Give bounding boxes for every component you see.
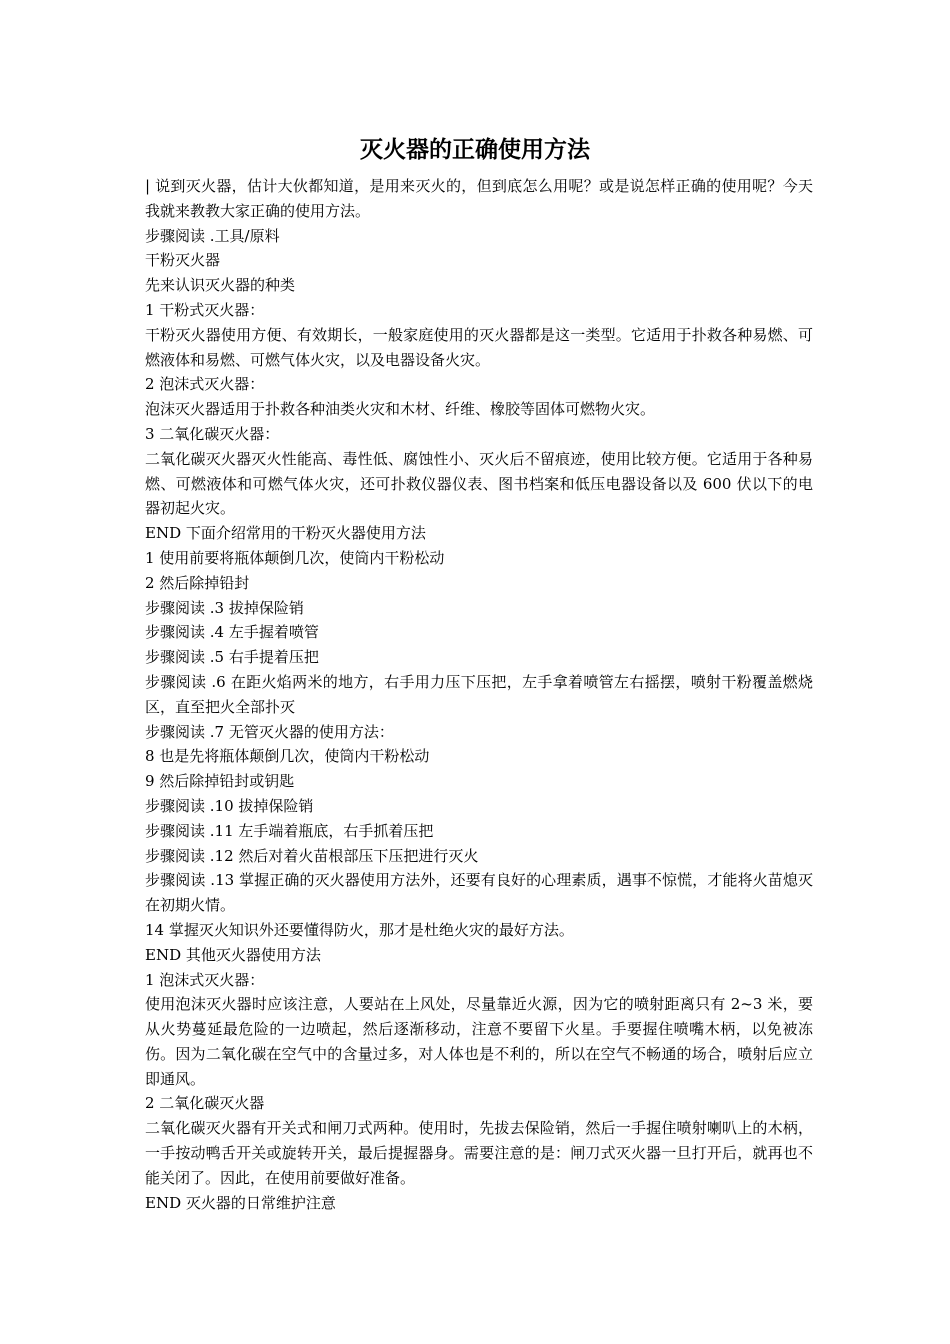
paragraph: 2 泡沫式灭火器： [145,375,265,394]
paragraph: 二氧化碳灭火器灭火性能高、毒性低、腐蚀性小、灭火后不留痕迹，使用比较方便。它适用于各种易燃、可燃液体和可燃气体火灾，还可扑救仪器仪表、图书档案和低压电器设备以及 600 伏以下的电器初起火灾。 [145,449,813,518]
paragraph: 1 使用前要将瓶体颠倒几次，使筒内干粉松动 [145,548,445,567]
paragraph: 二氧化碳灭火器有开关式和闸刀式两种。使用时，先拔去保险销，然后一手握住喷射喇叭上的木柄，一手按动鸭舌开关或旋转开关，最后提握器身。需要注意的是：闸刀式灭火器一旦打开后，就再也不能关闭了。因此，在使用前要做好准备。 [145,1119,813,1187]
paragraph: 步骤阅读 .7 无管灭火器的使用方法： [145,722,394,741]
paragraph: 先来认识灭火器的种类 [145,276,296,295]
paragraph: 2 然后除掉铅封 [145,573,250,592]
document-body [145,174,813,1215]
paragraph: 3 二氧化碳灭火器： [145,424,280,443]
section-heading: END 灭火器的日常维护注意 [145,1193,336,1212]
paragraph: 步骤阅读 .12 然后对着火苗根部压下压把进行灭火 [145,846,479,865]
paragraph: 1 干粉式灭火器： [145,300,265,319]
paragraph: 干粉灭火器 [145,251,221,270]
paragraph: 步骤阅读 .6 在距火焰两米的地方，右手用力压下压把，左手拿着喷管左右摇摆，喷射干粉覆盖燃烧区，直至把火全部扑灭 [145,672,813,716]
paragraph: 2 二氧化碳灭火器 [145,1094,265,1113]
paragraph: 步骤阅读 .10 拔掉保险销 [145,796,314,815]
paragraph: 步骤阅读 .13 掌握正确的灭火器使用方法外，还要有良好的心理素质，遇事不惊慌，才能将火苗熄灭在初期火情。 [145,871,813,915]
paragraph: 步骤阅读 .工具/原料 [145,226,280,245]
paragraph: 泡沫灭火器适用于扑救各种油类火灾和木材、纤维、橡胶等固体可燃物火灾。 [145,400,656,419]
document-title: 灭火器的正确使用方法 [360,137,590,163]
paragraph: 14 掌握灭火知识外还要懂得防火，那才是杜绝火灾的最好方法。 [145,920,574,939]
paragraph-intro: | 说到灭火器，估计大伙都知道，是用来灭火的，但到底怎么用呢？或是说怎样正确的使用呢？今天我就来教教大家正确的使用方法。 [145,177,813,220]
paragraph: 1 泡沫式灭火器： [145,970,265,989]
paragraph: 步骤阅读 .11 左手端着瓶底，右手抓着压把 [145,821,434,840]
paragraph: 8 也是先将瓶体颠倒几次，使筒内干粉松动 [145,747,430,766]
paragraph: 步骤阅读 .5 右手提着压把 [145,648,319,667]
paragraph: 步骤阅读 .3 拔掉保险销 [145,598,304,617]
paragraph: 9 然后除掉铅封或钥匙 [145,772,295,791]
section-heading: END 下面介绍常用的干粉灭火器使用方法 [145,524,426,543]
section-heading: END 其他灭火器使用方法 [145,945,321,964]
paragraph: 干粉灭火器使用方便、有效期长，一般家庭使用的灭火器都是这一类型。它适用于扑救各种易燃、可燃液体和易燃、可燃气体火灾，以及电器设备火灾。 [145,325,813,369]
paragraph: 步骤阅读 .4 左手握着喷管 [145,623,319,642]
paragraph: 使用泡沫灭火器时应该注意，人要站在上风处，尽量靠近火源，因为它的喷射距离只有 2~3 米，要从火势蔓延最危险的一边喷起，然后逐渐移动，注意不要留下火星。手要握住喷嘴木柄，以免被冻伤。因为二氧化碳在空气中的含量过多，对人体也是不利的，所以在空气不畅通的场合，喷射后应立即通风。 [145,995,813,1088]
